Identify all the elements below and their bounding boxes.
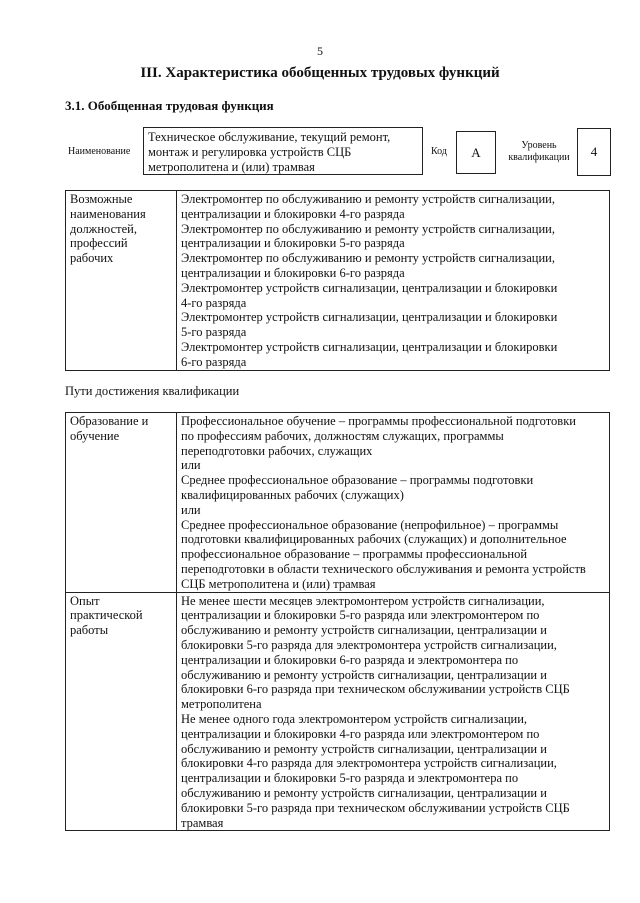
- experience-line: трамвая: [181, 815, 224, 830]
- level-label: [505, 140, 573, 164]
- experience-line: обслуживанию и ремонту устройств сигнализации, централизации и: [181, 741, 547, 756]
- label-line: наименования: [70, 206, 146, 221]
- experience-line: блокировки 5-го разряда при техническом обслуживании устройств СЦБ: [181, 800, 570, 815]
- label-line: Возможные: [70, 192, 133, 206]
- education-value-cell: [177, 413, 610, 593]
- education-line: квалифицированных рабочих (служащих): [181, 487, 404, 502]
- label-line: профессий: [70, 236, 128, 251]
- education-line: подготовки квалифицированных рабочих (служащих) и дополнительное: [181, 532, 567, 547]
- education-line: Профессиональное обучение – программы профессиональной подготовки: [181, 414, 576, 428]
- education-line: Среднее профессиональное образование (непрофильное) – программы: [181, 517, 559, 532]
- position-line: 4-го разряда: [181, 295, 247, 310]
- label-line: должностей,: [70, 221, 137, 236]
- level-label-line: Уровень: [521, 140, 557, 151]
- education-line: Среднее профессиональное образование – программы подготовки: [181, 473, 534, 488]
- label-line: работы: [70, 623, 109, 638]
- paths-heading: Пути достижения квалификации: [65, 384, 240, 398]
- function-name-line: Техническое обслуживание, текущий ремонт,: [148, 130, 391, 144]
- experience-line: обслуживанию и ремонту устройств сигнализации, централизации и: [181, 785, 547, 800]
- experience-label-cell: [66, 592, 177, 831]
- positions-value-cell: [177, 191, 610, 371]
- qualification-table: [65, 412, 610, 831]
- label-line: практической: [70, 608, 143, 623]
- experience-line: централизации и блокировки 5-го разряда или электромонтером по: [181, 608, 540, 623]
- education-line: переподготовки в области технического обслуживания и ремонта устройств: [181, 561, 586, 576]
- function-name-line: монтаж и регулировка устройств СЦБ: [148, 145, 352, 159]
- education-line: профессиональное образование – программы профессиональной: [181, 547, 528, 562]
- education-line: СЦБ метрополитена и (или) трамвая: [181, 576, 376, 591]
- experience-line: централизации и блокировки 5-го разряда и электромонтера по: [181, 771, 519, 786]
- experience-line: блокировки 4-го разряда для электромонтера устройств сигнализации,: [181, 756, 557, 771]
- table-row: [66, 413, 610, 593]
- position-line: Электромонтер по обслуживанию и ремонту устройств сигнализации,: [181, 221, 555, 236]
- label-line: Опыт: [70, 593, 100, 608]
- level-value-box: [577, 128, 611, 176]
- position-line: Электромонтер устройств сигнализации, централизации и блокировки: [181, 280, 558, 295]
- experience-line: блокировки 5-го разряда для электромонтера устройств сигнализации,: [181, 637, 557, 652]
- position-line: Электромонтер устройств сигнализации, централизации и блокировки: [181, 310, 558, 325]
- experience-line: блокировки 6-го разряда при техническом обслуживании устройств СЦБ: [181, 682, 570, 697]
- label-line: Образование и: [70, 414, 149, 428]
- education-label-cell: [66, 413, 177, 593]
- function-name-box: [143, 127, 423, 175]
- experience-line: централизации и блокировки 4-го разряда или электромонтером по: [181, 726, 540, 741]
- level-value: 4: [590, 144, 598, 159]
- position-line: Электромонтер по обслуживанию и ремонту устройств сигнализации,: [181, 192, 555, 206]
- experience-line: Не менее одного года электромонтером устройств сигнализации,: [181, 711, 528, 726]
- position-line: централизации и блокировки 5-го разряда: [181, 236, 405, 251]
- label-line: обучение: [70, 428, 120, 443]
- position-line: централизации и блокировки 4-го разряда: [181, 206, 405, 221]
- position-line: централизации и блокировки 6-го разряда: [181, 265, 405, 280]
- experience-line: метрополитена: [181, 697, 262, 712]
- positions-label-cell: [66, 191, 177, 371]
- position-line: Электромонтер по обслуживанию и ремонту устройств сигнализации,: [181, 251, 555, 266]
- subsection-title: 3.1. Обобщенная трудовая функция: [65, 98, 274, 113]
- function-name-line: метрополитена и (или) трамвая: [148, 160, 315, 174]
- education-line: переподготовки рабочих, служащих: [181, 443, 373, 458]
- experience-line: обслуживанию и ремонту устройств сигнализации, централизации и: [181, 623, 547, 638]
- table-row: [66, 191, 610, 371]
- label-line: рабочих: [70, 251, 114, 266]
- position-line: Электромонтер устройств сигнализации, централизации и блокировки: [181, 339, 558, 354]
- level-label-line: квалификации: [508, 152, 570, 163]
- section-title: III. Характеристика обобщенных трудовых функций: [140, 65, 500, 81]
- experience-line: централизации и блокировки 6-го разряда и электромонтера по: [181, 652, 519, 667]
- experience-line: Не менее шести месяцев электромонтером устройств сигнализации,: [181, 593, 545, 608]
- experience-value-cell: [177, 592, 610, 831]
- experience-line: обслуживанию и ремонту устройств сигнализации, централизации и: [181, 667, 547, 682]
- positions-table: [65, 190, 610, 371]
- name-label: Наименование: [68, 146, 131, 157]
- education-line: или: [181, 458, 201, 473]
- page-number: 5: [317, 44, 323, 58]
- table-row: [66, 592, 610, 831]
- education-line: или: [181, 502, 201, 517]
- position-line: 5-го разряда: [181, 325, 247, 340]
- position-line: 6-го разряда: [181, 354, 247, 369]
- code-value: A: [471, 144, 481, 160]
- code-value-box: [456, 131, 496, 174]
- code-label: Код: [431, 146, 447, 157]
- education-line: по профессиям рабочих, должностям служащих, программы: [181, 428, 504, 443]
